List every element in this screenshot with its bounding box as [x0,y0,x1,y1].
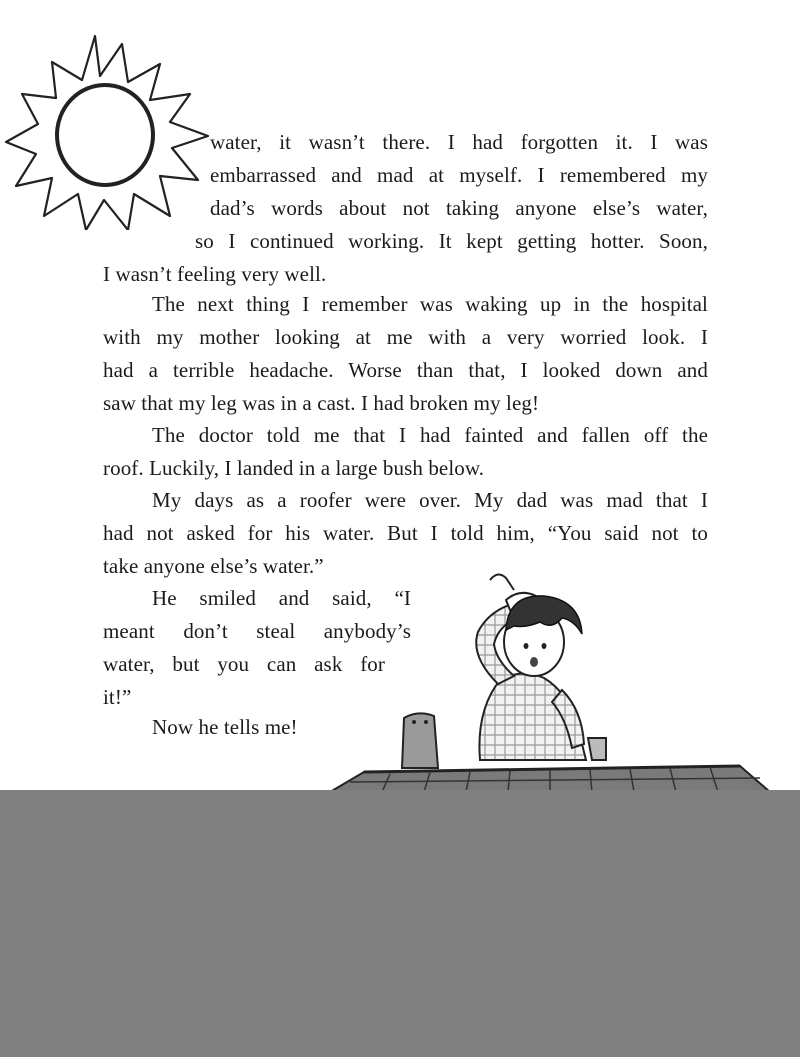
text-line: dad’s words about not taking anyone else’s water, [210,196,708,220]
text-line: it!” [103,685,132,709]
text-line: The next thing I remember was waking up in the hospital [152,292,708,316]
bottom-gray-bar [0,790,800,1057]
text-line: The doctor told me that I had fainted and fallen off the [152,423,708,447]
text-line: Now he tells me! [152,715,298,739]
text-line: take anyone else’s water.” [103,554,324,578]
sun-illustration [0,30,210,230]
text-line: meant don’t steal anybody’s [103,619,411,643]
text-line: so I continued working. It kept getting hotter. Soon, [195,229,708,253]
text-line: had not asked for his water. But I told him, “You said not to [103,521,708,545]
text-line: had a terrible headache. Worse than that, I looked down and [103,358,708,382]
text-line: embarrassed and mad at myself. I remembered my [210,163,708,187]
text-line: with my mother looking at me with a very worried look. I [103,325,708,349]
text-line: roof. Luckily, I landed in a large bush below. [103,456,485,480]
text-line: water, but you can ask for [103,652,385,676]
text-line: saw that my leg was in a cast. I had broken my leg! [103,391,540,415]
text-line: He smiled and said, “I [152,586,411,610]
text-line: My days as a roofer were over. My dad was mad that I [152,488,708,512]
text-line: I wasn’t feeling very well. [103,262,327,286]
text-line: water, it wasn’t there. I had forgotten it. I was [210,130,708,154]
boy-on-roof-illustration [330,560,770,790]
